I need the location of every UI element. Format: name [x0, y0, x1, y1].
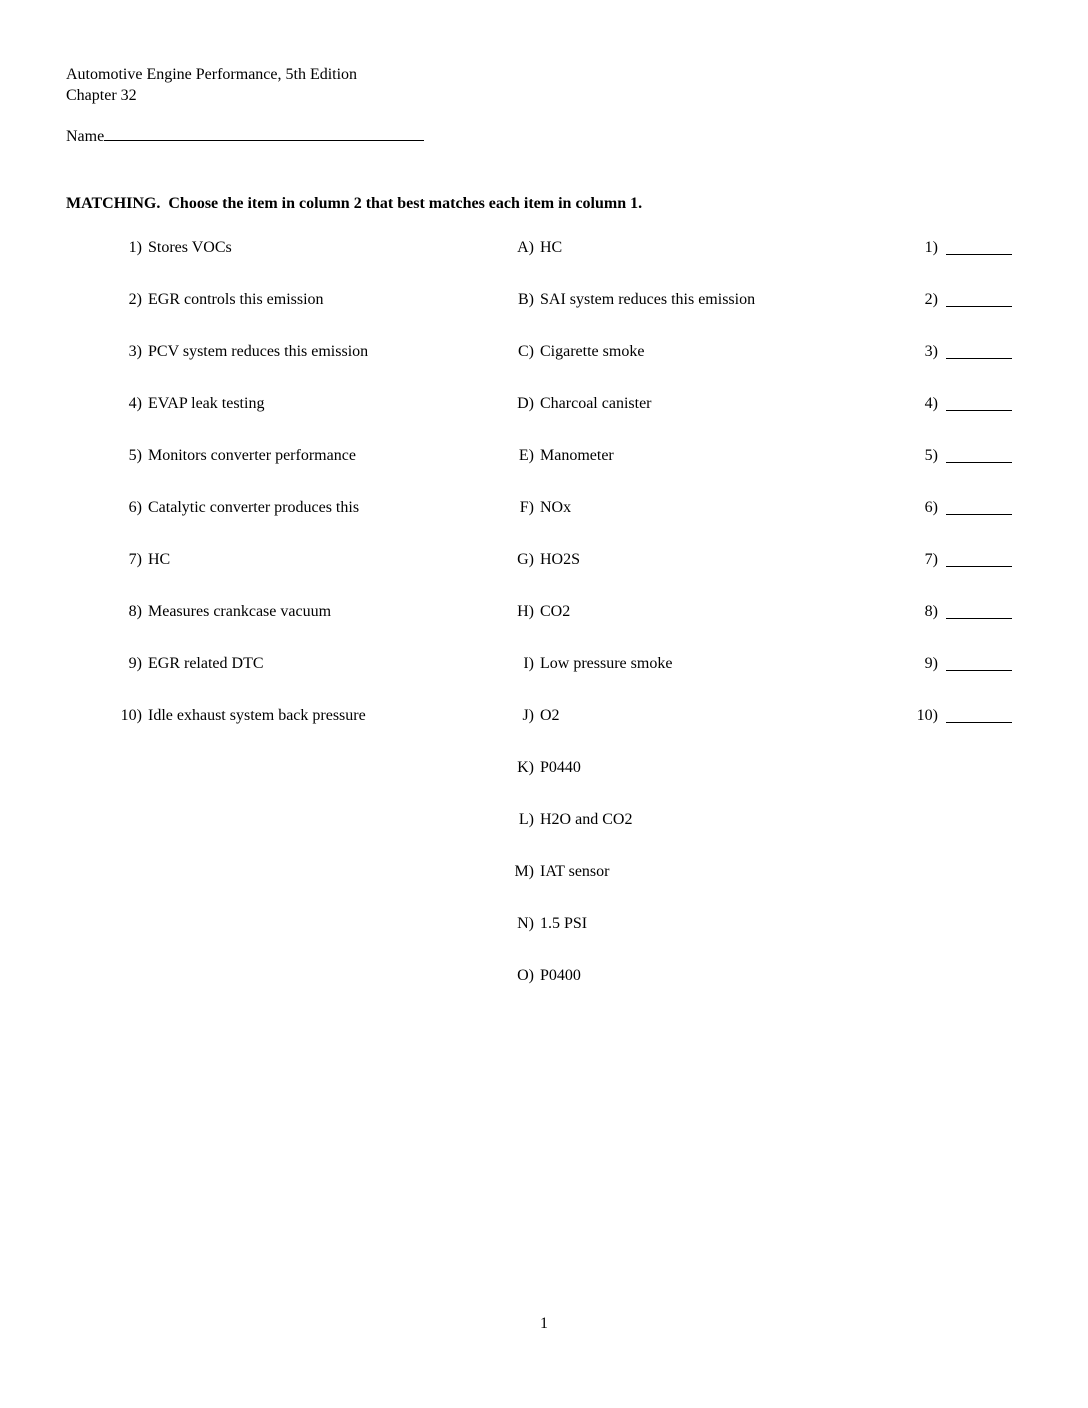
chapter-title: Chapter 32 — [66, 87, 137, 104]
answer-blank-line — [946, 462, 1012, 463]
col1-item-text: EGR related DTC — [148, 655, 264, 672]
col2-item-text: Low pressure smoke — [540, 655, 673, 672]
matching-instructions: MATCHING. Choose the item in column 2 that best matches each item in column 1. — [66, 195, 643, 212]
col2-item-text: 1.5 PSI — [540, 915, 588, 932]
col2-item-text: NOx — [540, 499, 572, 516]
col1-item-text: EGR controls this emission — [148, 291, 324, 308]
matching-row — [66, 654, 1026, 674]
col1-item-text: Idle exhaust system back pressure — [148, 707, 366, 724]
col2-item-letter: K) — [517, 759, 534, 776]
matching-row — [66, 862, 1026, 882]
matching-row — [66, 394, 1026, 414]
name-label: Name — [66, 128, 105, 145]
col2-item-letter: F) — [519, 499, 534, 516]
matching-row — [66, 498, 1026, 518]
name-blank-line — [104, 127, 424, 141]
book-title: Automotive Engine Performance, 5th Edition — [66, 66, 358, 83]
matching-row — [66, 758, 1026, 778]
col1-item-number: 3) — [128, 343, 142, 360]
col1-item-text: Stores VOCs — [148, 239, 232, 256]
col2-item-text: O2 — [540, 707, 560, 724]
answer-item-number: 6) — [924, 499, 938, 516]
answer-item-number: 5) — [924, 447, 938, 464]
document-header — [66, 64, 1026, 106]
col1-item-number: 8) — [128, 603, 142, 620]
col2-item-text: P0400 — [540, 967, 581, 984]
col2-item-letter: D) — [517, 395, 534, 412]
answer-item-number: 9) — [924, 655, 938, 672]
col1-item-text: EVAP leak testing — [148, 395, 265, 412]
matching-row — [66, 914, 1026, 934]
answer-blank-line — [946, 618, 1012, 619]
col1-item-number: 1) — [128, 239, 142, 256]
col2-item-letter: A) — [517, 239, 534, 256]
col2-item-text: H2O and CO2 — [540, 811, 633, 828]
answer-blank-line — [946, 514, 1012, 515]
matching-row — [66, 966, 1026, 986]
answer-item-number: 2) — [924, 291, 938, 308]
col1-item-text: Monitors converter performance — [148, 447, 356, 464]
answer-item-number: 10) — [916, 707, 938, 724]
answer-blank-line — [946, 670, 1012, 671]
name-row — [66, 126, 1026, 147]
answer-blank-line — [946, 566, 1012, 567]
col2-item-text: HC — [540, 239, 563, 256]
matching-row — [66, 706, 1026, 726]
page-number: 1 — [540, 1315, 548, 1332]
matching-row — [66, 238, 1026, 258]
col2-item-text: IAT sensor — [540, 863, 610, 880]
col1-item-number: 6) — [128, 499, 142, 516]
matching-row — [66, 550, 1026, 570]
col1-item-text: PCV system reduces this emission — [148, 343, 369, 360]
answer-blank-line — [946, 306, 1012, 307]
col2-item-text: Cigarette smoke — [540, 343, 645, 360]
col2-item-letter: L) — [518, 811, 534, 828]
col1-item-text: Catalytic converter produces this — [148, 499, 360, 516]
col1-item-number: 10) — [120, 707, 142, 724]
answer-item-number: 3) — [924, 343, 938, 360]
matching-row — [66, 810, 1026, 830]
col1-item-number: 7) — [128, 551, 142, 568]
answer-item-number: 1) — [924, 239, 938, 256]
col2-item-text: P0440 — [540, 759, 581, 776]
col2-item-letter: G) — [517, 551, 534, 568]
matching-row — [66, 290, 1026, 310]
col1-item-number: 9) — [128, 655, 142, 672]
col1-item-text: HC — [148, 551, 171, 568]
col2-item-letter: O) — [517, 967, 534, 984]
answer-blank-line — [946, 358, 1012, 359]
col1-item-number: 5) — [128, 447, 142, 464]
matching-row — [66, 602, 1026, 622]
answer-item-number: 4) — [924, 395, 938, 412]
col2-item-letter: H) — [517, 603, 534, 620]
answer-item-number: 7) — [924, 551, 938, 568]
col1-item-number: 4) — [128, 395, 142, 412]
col2-item-text: Manometer — [540, 447, 614, 464]
answer-blank-line — [946, 722, 1012, 723]
col1-item-text: Measures crankcase vacuum — [148, 603, 332, 620]
matching-row — [66, 446, 1026, 466]
col2-item-letter: N) — [517, 915, 534, 932]
matching-row — [66, 342, 1026, 362]
col2-item-text: CO2 — [540, 603, 571, 620]
col2-item-letter: M) — [514, 863, 534, 880]
col2-item-letter: B) — [518, 291, 534, 308]
col2-item-text: Charcoal canister — [540, 395, 652, 412]
col2-item-letter: I) — [523, 655, 534, 672]
col2-item-text: HO2S — [540, 551, 581, 568]
matching-rows — [66, 238, 1026, 986]
col2-item-letter: C) — [518, 343, 534, 360]
col2-item-text: SAI system reduces this emission — [540, 291, 756, 308]
answer-blank-line — [946, 410, 1012, 411]
answer-item-number: 8) — [924, 603, 938, 620]
col2-item-letter: E) — [518, 447, 534, 464]
col2-item-letter: J) — [522, 707, 534, 724]
answer-blank-line — [946, 254, 1012, 255]
col1-item-number: 2) — [128, 291, 142, 308]
